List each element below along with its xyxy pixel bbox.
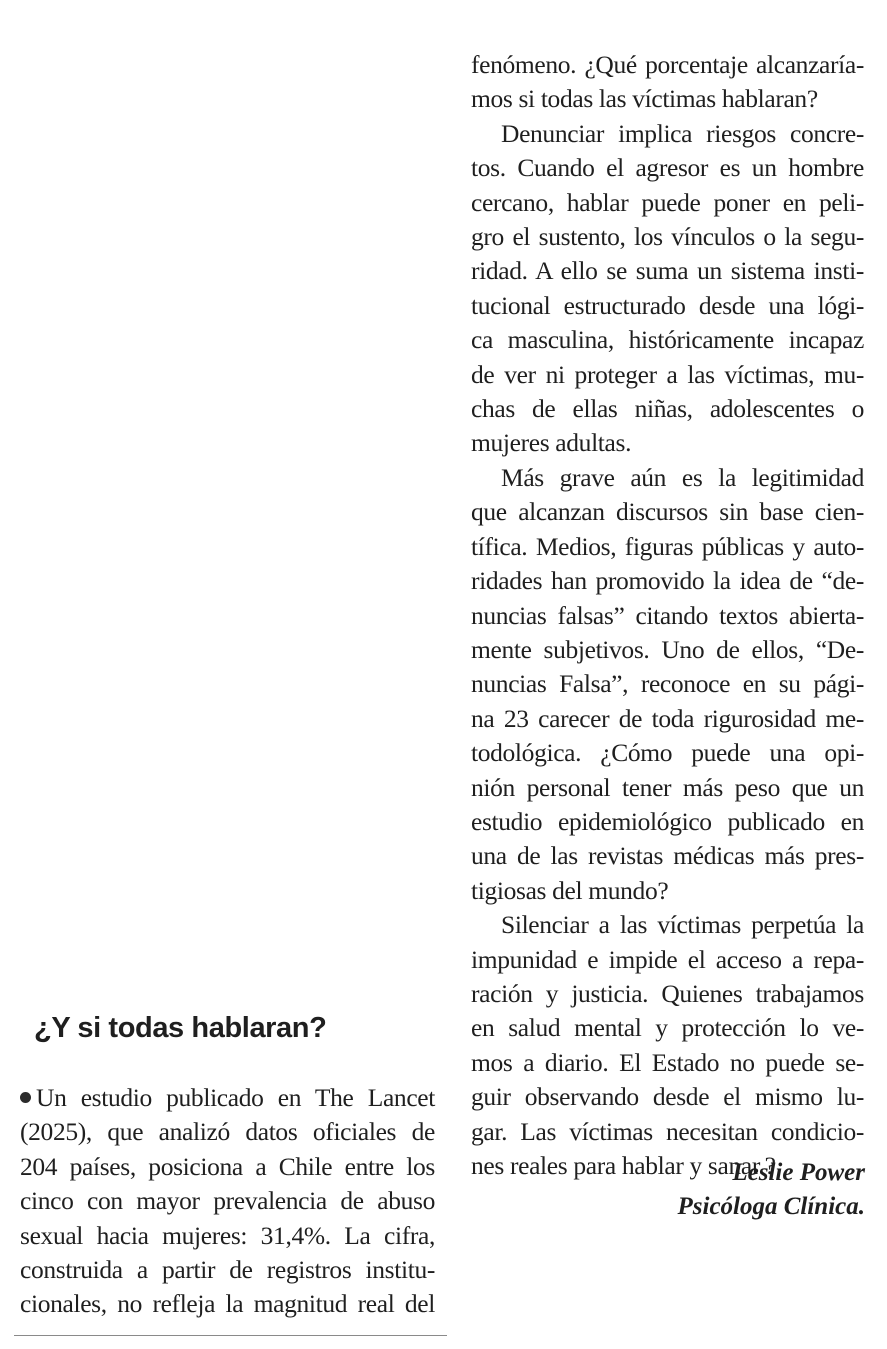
sidebar-line-text: Un estudio publicado en The Lancet	[36, 1083, 435, 1112]
author-role: Psicóloga Clínica.	[677, 1193, 865, 1220]
article-line-text: na 23 carecer de toda rigurosidad me-	[471, 703, 864, 733]
sidebar-body	[20, 1081, 435, 1322]
article-line	[471, 426, 864, 460]
article-line	[471, 599, 864, 633]
article-line	[471, 289, 864, 323]
article-line-text: todológica. ¿Cómo puede una opi-	[471, 738, 864, 768]
article-line	[471, 667, 864, 701]
article-line	[471, 736, 864, 770]
article-line	[471, 943, 864, 977]
article-line-text: gro el sustento, los vínculos o la segu-	[471, 222, 864, 252]
article-line	[471, 564, 864, 598]
article-line	[471, 1080, 864, 1114]
article-line	[471, 358, 864, 392]
article-line-text: una de las revistas médicas más pres-	[471, 841, 864, 871]
sidebar-line	[20, 1081, 435, 1115]
article-line	[471, 702, 864, 736]
article-line-text: ridad. A ello se suma un sistema insti-	[471, 256, 864, 286]
article-line-text: tigiosas del mundo?	[471, 875, 669, 905]
article-line-text: chas de ellas niñas, adolescentes o	[471, 394, 864, 424]
sidebar-line	[20, 1287, 435, 1321]
article-line	[471, 220, 864, 254]
author-name: Leslie Power	[732, 1159, 865, 1186]
article-line-text: guir observando desde el mismo lu-	[471, 1082, 864, 1112]
bottom-rule	[14, 1335, 447, 1336]
article-line-text: Más grave aún es la legitimidad	[501, 462, 864, 492]
sidebar-title: ¿Y si todas hablaran?	[34, 1012, 327, 1044]
article-line-text: cercano, hablar puede poner en peli-	[471, 187, 864, 217]
article-line	[471, 323, 864, 357]
article-line	[471, 839, 864, 873]
article-line	[471, 1011, 864, 1045]
article-line-text: gar. Las víctimas necesitan condicio-	[471, 1116, 864, 1146]
sidebar-line-text: construida a partir de registros institu-	[20, 1255, 435, 1285]
article-line-text: nes reales para hablar y sanar.?	[471, 1151, 776, 1180]
article-line-text: mujeres adultas.	[471, 428, 632, 458]
sidebar-line	[20, 1115, 435, 1149]
sidebar-line	[20, 1219, 435, 1253]
article-line	[471, 151, 864, 185]
article-line	[471, 82, 864, 116]
sidebar-line-text: cinco con mayor prevalencia de abuso	[20, 1186, 435, 1216]
article-line	[471, 48, 864, 82]
bullet-icon	[20, 1092, 31, 1103]
article-line	[471, 874, 864, 908]
sidebar-line	[20, 1253, 435, 1287]
article-line	[471, 1046, 864, 1080]
article-line	[471, 254, 864, 288]
article-line-text: de ver ni proteger a las víctimas, mu-	[471, 359, 864, 389]
article-line-text: estudio epidemiológico publicado en	[471, 806, 864, 836]
article-line-text: impunidad e impide el acceso a repa-	[471, 944, 864, 974]
article-line-text: ración y justicia. Quienes trabajamos	[471, 978, 864, 1008]
sidebar-line-text: cionales, no refleja la magnitud real del	[20, 1289, 435, 1319]
article-line	[471, 771, 864, 805]
article-line-text: mos si todas las víctimas hablaran?	[471, 84, 818, 114]
article-line	[471, 977, 864, 1011]
article-line-text: mos a diario. El Estado no puede se-	[471, 1047, 864, 1077]
article-line-text: Silenciar a las víctimas perpetúa la	[501, 910, 864, 940]
article-line-text: tos. Cuando el agresor es un hombre	[471, 153, 864, 183]
article-line-text: nuncias falsas” citando textos abierta-	[471, 600, 864, 630]
article-line-text: en salud mental y protección lo ve-	[471, 1013, 864, 1043]
article-line	[471, 495, 864, 529]
article-line-text: Denunciar implica riesgos concre-	[501, 118, 864, 148]
article-line	[471, 530, 864, 564]
article-line-text: mente subjetivos. Uno de ellos, “De-	[471, 634, 864, 664]
article-line	[471, 633, 864, 667]
article-line-text: nuncias Falsa”, reconoce en su pági-	[471, 669, 864, 699]
article-line	[471, 1115, 864, 1149]
signature	[678, 1156, 866, 1224]
article-line-text: ridades han promovido la idea de “de-	[471, 566, 864, 596]
article-line	[471, 805, 864, 839]
article-line	[471, 186, 864, 220]
article-line-text: que alcanzan discursos sin base cien-	[471, 497, 864, 527]
article-line-text: nión personal tener más peso que un	[471, 772, 864, 802]
article-line	[471, 908, 864, 942]
article-line-text: tucional estructurado desde una lógi-	[471, 290, 864, 320]
sidebar-line-text: 204 países, posiciona a Chile entre los	[20, 1151, 435, 1181]
article-line-text: ca masculina, históricamente incapaz	[471, 325, 864, 355]
article-line-text: fenómeno. ¿Qué porcentaje alcanzaría-	[471, 50, 864, 79]
article-line	[471, 461, 864, 495]
sidebar-line	[20, 1150, 435, 1184]
article-line	[471, 392, 864, 426]
article-line-text: tífica. Medios, figuras públicas y auto-	[471, 531, 864, 561]
article-right-column	[471, 48, 864, 1183]
sidebar-line-text: sexual hacia mujeres: 31,4%. La cifra,	[20, 1220, 435, 1250]
article-line	[471, 117, 864, 151]
sidebar-line-text: (2025), que analizó datos oficiales de	[20, 1117, 435, 1147]
sidebar-line	[20, 1184, 435, 1218]
